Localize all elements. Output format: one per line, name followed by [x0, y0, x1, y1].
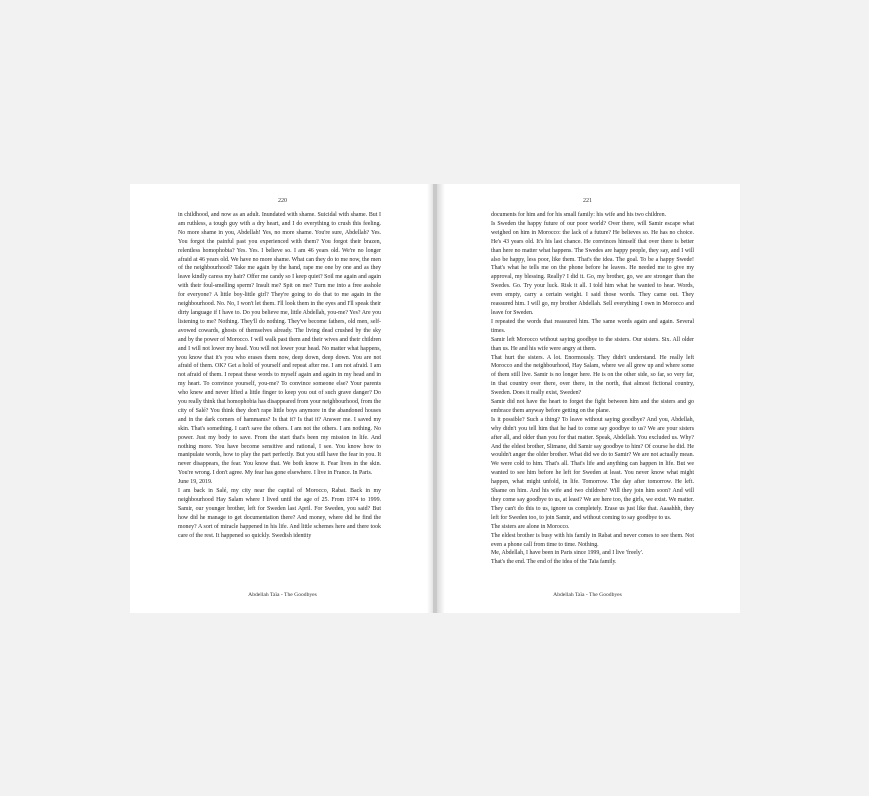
running-footer: Abdellah Taïa - The Goodbyes [553, 592, 622, 598]
paragraph: Samir did not have the heart to forget the fight between him and the sisters and go embrace them anyway before getting on the plane. [491, 399, 694, 414]
right-page [435, 184, 740, 613]
left-page [130, 184, 435, 613]
page-number: 221 [583, 198, 592, 204]
paragraph: The eldest brother is busy with his family in Rabat and never comes to see them. Not even a phone call from time to time. Nothing. [491, 532, 694, 548]
paragraph: That hurt the sisters. A lot. Enormously. They didn't understand. He really left Morocco and the neighbourhood, Hay Salam, where we all grew up and where some of them still live. Samir is no longer here. He is on the other side, so far, so very far, in that country over there, over there, in the north, that almost fictional country, Sweden. Does it really exist, Sweden? [491, 354, 694, 397]
paragraph: Is it possible? Such a thing? To leave without saying goodbye? And you, Abdellah, why didn't you tell him that he had to come say goodbye to us? We are your sisters after all, and older than you for that matter. Speak, Abdellah. You excluded us. Why? And the eldest brother, Slimane, did Samir say goodbye to him? Of course he did. He wouldn't anger the older brother. What did we do to Samir? We are not actually mean. We were cold to him. That's all. That's life and anything can happen in life. But we wanted to see him before he left for Sweden at least. You never know what might happen, what might unfold, in life. Tomorrow. The day after tomorrow. He left. Shame on him. And his wife and two children? Will they join him soon? And will they come say goodbye to us, at least? We are here too, the girls, we exist. We matter. They can't do this to us, ignore us completely. Erase us just like that. Aaaahhh, they left for Sweden too, to join Samir, and without coming to say goodbye to us. [491, 416, 694, 521]
paragraph: Samir left Morocco without saying goodbye to the sisters. Our sisters. Six. All older than us. He and his wife were angry at them. [491, 336, 694, 352]
paragraph: That's the end. The end of the idea of the Taïa family. [491, 559, 617, 566]
paragraph: I repeated the words that reassured him. The same words again and again. Several times. [491, 318, 694, 334]
paragraph: Is Sweden the happy future of our poor world? Over there, will Samir escape what weighed on him in Morocco: the lack of a future? He believes so. He has no choice. He's 43 years old. It's his last chance. He convinces himself that over there is better than here no matter what happens. The Swedes are happy people, they say, and I will also be happy, less poor, like them. That's the idea. The goal. To be a happy Swede! That's what he tells me on the phone before he leaves. He needed me to give my approval, my blessing. Really? I did it. Go, my brother, go, we are stronger than the Swedes. Go. Try your luck. Risk it all. I told him what he wanted to hear. Words, even empty, carry a certain weight. I said those words. They came out. They reassured him. I will go, my brother Abdellah. Sell everything I own in Morocco and leave for Sweden. [491, 220, 694, 316]
paragraph: I am back in Salé, my city near the capital of Morocco, Rabat. Back in my neighbourhood Hay Salam where I lived until the age of 25. From 1974 to 1999. Samir, our younger brother, left for Sweden last April. For Sweden, you said? But how did he manage to get documentation there? And money, where did he find the money? A sort of miracle happened in his life. And little schemes here and there took care of the rest. It happened so quickly. Swedish identity [178, 488, 381, 539]
running-footer: Abdellah Taïa - The Goodbyes [248, 592, 317, 598]
page-body [491, 211, 694, 567]
paragraph: The sisters are alone in Morocco. [491, 523, 570, 530]
page-number: 220 [278, 198, 287, 204]
paragraph: June 19, 2019. [178, 479, 213, 486]
book-spread [130, 184, 740, 613]
paragraph: in childhood, and now as an adult. Inundated with shame. Suicidal with shame. But I am ruthless, a tough guy with a dry heart, and I do everything to crush this feeling. No more shame in you, Abdellah! Yes, no more shame. You're sure, Abdellah? Yes. You forgot the painful past you experienced with them? You forgot their brazen, relentless homophobia? Yes. Yes. I believe so. I am 46 years old. We're no longer afraid at 46 years old. We have no more shame. What can they do to me now, the men of the neighbourhood? Take me again by the hand, rape me one by one and as they leave kindly caress my hair? Offer me candy so I keep quiet? Soil me again and again with their foul-smelling sperm? Insult me? Spit on me? Turn me into a free asshole for everyone? A little boy-little girl? They're going to do that to me again in the neighbourhood. No. No, I won't let them. I'll look them in the eyes and I'll speak their dirty language if I have to. Do you believe me, little Abdellah, you-me? Yes? Are you listening to me? Nothing. They'll do nothing. They've become fathers, old men, self-avowed cowards, ghosts of themselves already. The living dead crushed by the sky and by the power of Morocco. I will walk past them and their wives and their children and I will not lower my head. You will not lower your head. No matter what happens, you know that it's you who erases them now, deep down, deep down. You are not afraid of them. OK? Get a hold of yourself and repeat after me. I am not afraid. I am not afraid of them. I repeat these words to myself again and again in my head and in my heart. To convince yourself, you-me? To convince someone else? Your parents who knew and never lifted a little finger to keep you out of such grave danger? Do you really think that homophobia has disappeared from your neighbourhood, from the city of Salé? You think they don't rape little boys anymore in the abandoned houses and in the dark corners of hammams? Is that it? Is that it? Answer me. I saved my skin. That's something. I can't save the others. I am not the others. I am nothing. No power. Just my body to save. From the start that's been my mission in life. And nothing more. You have become sensitive and rational, I see. You know how to manipulate words, how to play the part perfectly. But you still have the fear in you. It never disappears, the fear. You know that. We both know it. Fear lives in the skin. You're wrong. I don't agree. My fear has gone elsewhere. I live in France. In Paris. [178, 212, 382, 477]
paragraph: Me, Abdellah, I have been in Paris since 1999, and I live 'freely'. [491, 550, 644, 557]
paragraph: documents for him and for his small family: his wife and his two children. [491, 212, 667, 218]
page-body [178, 211, 381, 541]
book-gutter [433, 184, 437, 613]
